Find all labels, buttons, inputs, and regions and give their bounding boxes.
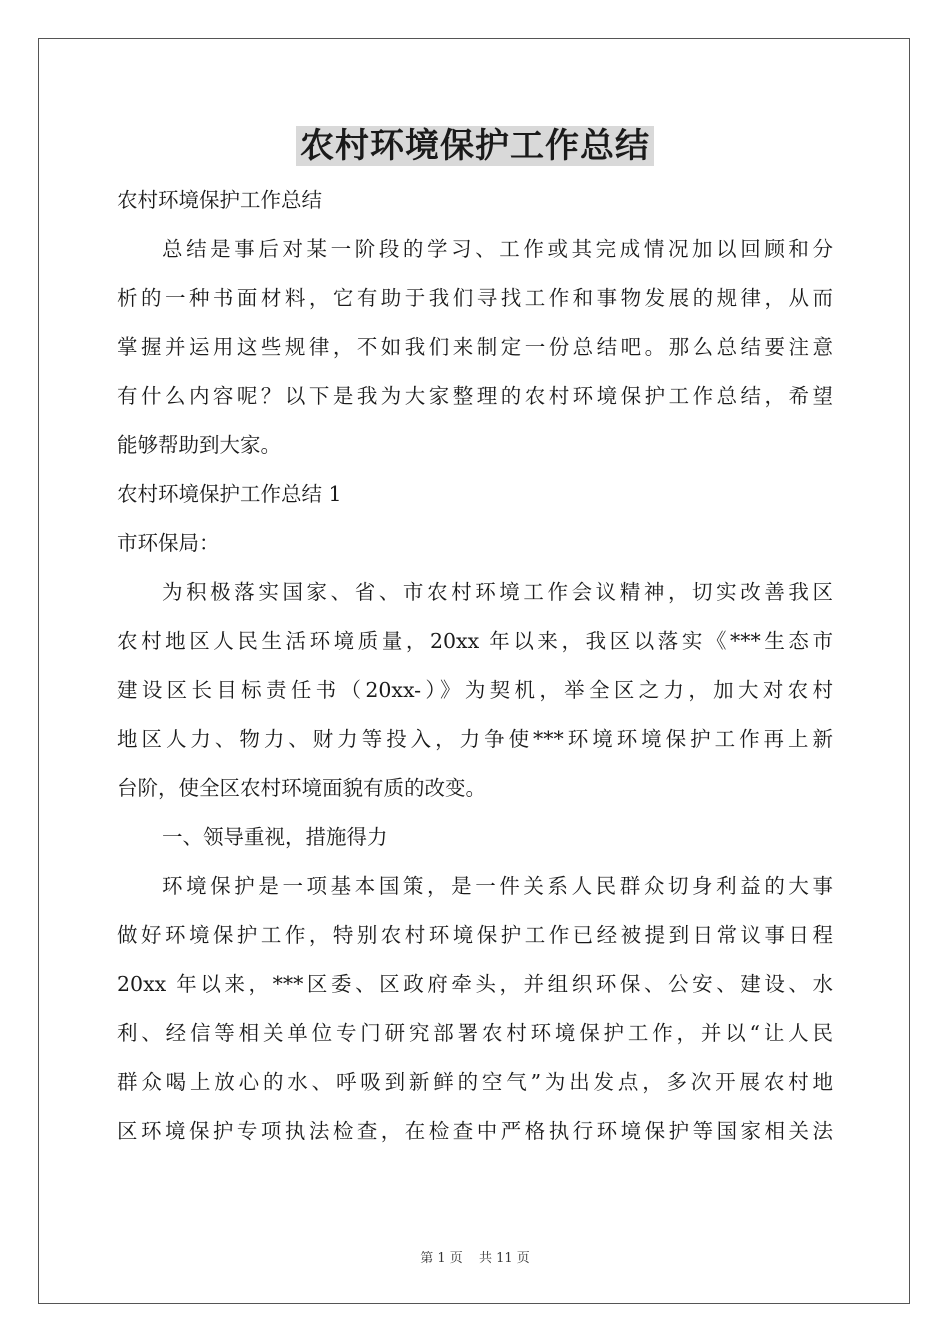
paragraph-line: 总结是事后对某一阶段的学习、工作或其完成情况加以回顾和分 — [162, 237, 833, 261]
paragraph-line: 台阶，使全区农村环境面貌有质的改变。 — [117, 776, 486, 800]
subsection-heading: 一、领导重视，措施得力 — [162, 825, 388, 849]
paragraph-line: 20xx 年以来，***区委、区政府牵头，并组织环保、公安、建设、水 — [117, 972, 833, 996]
paragraph-line: 析的一种书面材料，它有助于我们寻找工作和事物发展的规律，从而 — [117, 286, 833, 310]
paragraph-line: 为积极落实国家、省、市农村环境工作会议精神，切实改善我区 — [162, 580, 833, 604]
paragraph-line: 地区人力、物力、财力等投入，力争使***环境环境保护工作再上新 — [117, 727, 833, 751]
page-footer — [0, 1247, 950, 1266]
paragraph-line: 农村地区人民生活环境质量，20xx 年以来，我区以落实《***生态市 — [117, 629, 833, 653]
paragraph-line: 掌握并运用这些规律，不如我们来制定一份总结吧。那么总结要注意 — [117, 335, 833, 359]
document-title-text: 农村环境保护工作总结 — [296, 126, 654, 166]
paragraph-line: 有什么内容呢？以下是我为大家整理的农村环境保护工作总结，希望 — [117, 384, 833, 408]
paragraph-line: 建设区长目标责任书（20xx-）》为契机，举全区之力，加大对农村 — [117, 678, 833, 702]
paragraph-line: 能够帮助到大家。 — [117, 433, 281, 457]
paragraph-line: 做好环境保护工作，特别农村环境保护工作已经被提到日常议事日程 — [117, 923, 833, 947]
paragraph-line: 群众喝上放心的水、呼吸到新鲜的空气”为出发点，多次开展农村地 — [117, 1070, 833, 1094]
section-heading: 农村环境保护工作总结 1 — [117, 482, 342, 506]
document-body — [117, 176, 833, 1156]
page-number-current: 第 1 页 — [420, 1251, 463, 1266]
paragraph-line: 利、经信等相关单位专门研究部署农村环境保护工作，并以“让人民 — [117, 1021, 833, 1045]
paragraph-line: 环境保护是一项基本国策，是一件关系人民群众切身利益的大事 — [162, 874, 833, 898]
subtitle-line: 农村环境保护工作总结 — [117, 188, 322, 212]
page-number-total: 共 11 页 — [478, 1251, 530, 1266]
document-title — [0, 126, 950, 166]
salutation-line: 市环保局： — [117, 531, 220, 555]
paragraph-line: 区环境保护专项执法检查，在检查中严格执行环境保护等国家相关法 — [117, 1119, 833, 1143]
